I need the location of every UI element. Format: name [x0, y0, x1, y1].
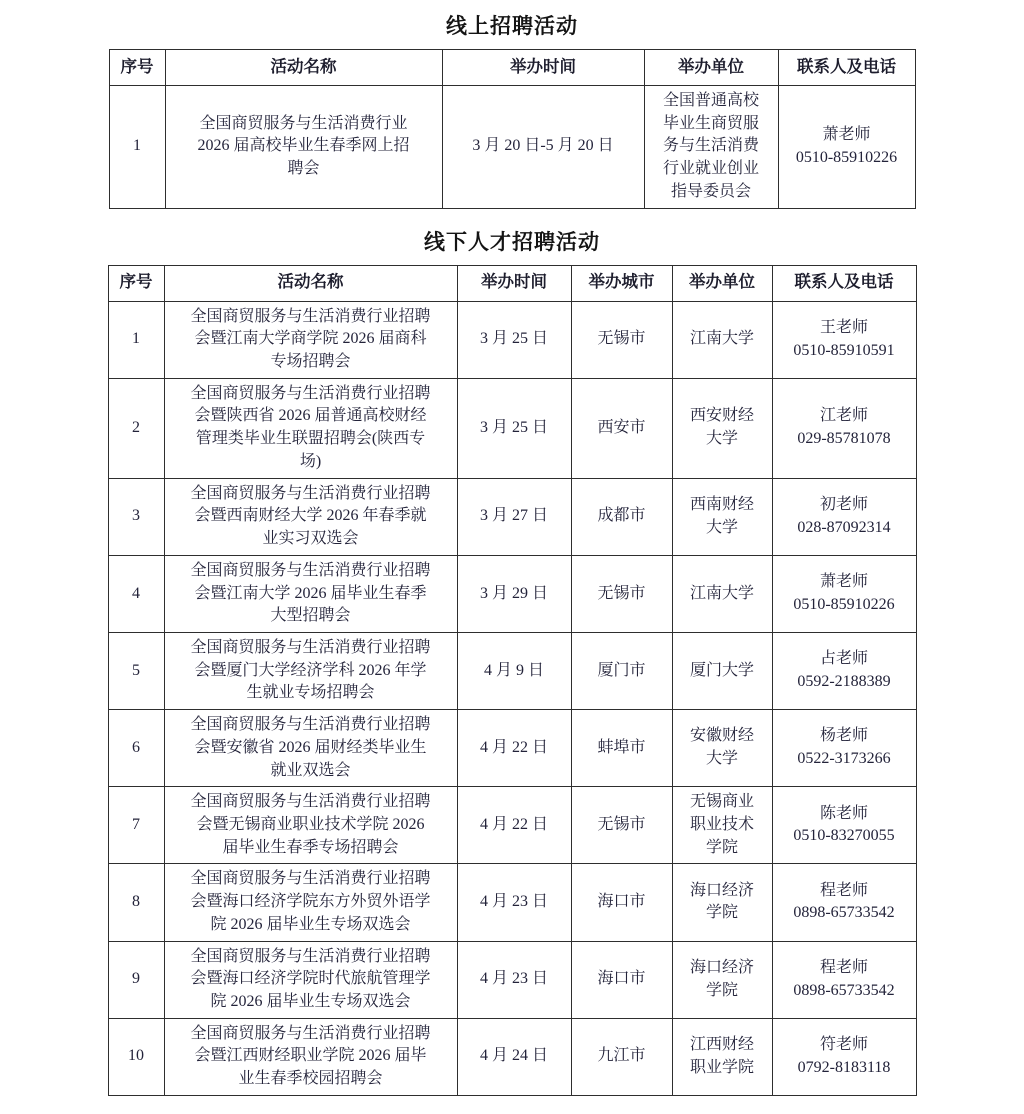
event-time-cell: 4 月 23 日: [457, 941, 571, 1018]
event-time-cell: 3 月 20 日-5 月 20 日: [442, 86, 644, 209]
activity-name-cell: 全国商贸服务与生活消费行业招聘会暨安徽省 2026 届财经类毕业生就业双选会: [164, 710, 457, 787]
offline-recruitment-table: [108, 265, 917, 1096]
contact-cell: [772, 787, 916, 864]
host-city-cell: 海口市: [571, 941, 672, 1018]
contact-cell: [772, 632, 916, 709]
event-time-cell: 4 月 9 日: [457, 632, 571, 709]
event-time-cell: 4 月 24 日: [457, 1018, 571, 1095]
event-time-cell: 3 月 25 日: [457, 378, 571, 478]
contact-cell: [772, 555, 916, 632]
contact-name: 陈老师: [819, 804, 868, 822]
contact-name: 程老师: [819, 958, 868, 976]
activity-name-cell: 全国商贸服务与生活消费行业招聘会暨江南大学商学院 2026 届商科专场招聘会: [164, 301, 457, 378]
event-time-cell: 3 月 29 日: [457, 555, 571, 632]
host-org-cell: 海口经济学院: [672, 864, 772, 941]
contact-name: 王老师: [819, 318, 868, 336]
host-org-cell: 江西财经职业学院: [672, 1018, 772, 1095]
host-org-cell: 西南财经大学: [672, 478, 772, 555]
contact-cell: [772, 378, 916, 478]
contact-cell: [772, 710, 916, 787]
host-city-cell: 无锡市: [571, 555, 672, 632]
host-city-cell: 海口市: [571, 864, 672, 941]
host-org-cell: 全国普通高校毕业生商贸服务与生活消费行业就业创业指导委员会: [644, 86, 778, 209]
contact-phone: 0898-65733542: [793, 904, 895, 922]
event-time-cell: 4 月 22 日: [457, 787, 571, 864]
activity-name-cell: 全国商贸服务与生活消费行业招聘会暨西南财经大学 2026 年春季就业实习双选会: [164, 478, 457, 555]
host-org-cell: 无锡商业职业技术学院: [672, 787, 772, 864]
contact-phone: 029-85781078: [797, 430, 891, 448]
row-number-cell: 8: [108, 864, 164, 941]
activity-name-cell: 全国商贸服务与生活消费行业招聘会暨陕西省 2026 届普通高校财经管理类毕业生联盟招聘会(陕西专场): [164, 378, 457, 478]
contact-phone: 0510-85910226: [795, 148, 898, 166]
row-number-cell: 3: [108, 478, 164, 555]
contact-name: 萧老师: [819, 573, 868, 591]
row-number-cell: 5: [108, 632, 164, 709]
online-recruitment-title: 线上招聘活动: [446, 15, 578, 38]
header-event-time: 举办时间: [442, 50, 644, 86]
offline-table-row: [108, 632, 916, 709]
online-table-header-row: [109, 50, 915, 86]
contact-name: 江老师: [819, 407, 868, 425]
contact-phone: 0898-65733542: [793, 981, 895, 999]
host-org-cell: 江南大学: [672, 555, 772, 632]
activity-name-cell: 全国商贸服务与生活消费行业 2026 届高校毕业生春季网上招聘会: [165, 86, 442, 209]
contact-name: 占老师: [819, 650, 868, 668]
contact-cell: [772, 941, 916, 1018]
row-number-cell: 4: [108, 555, 164, 632]
online-recruitment-table: [109, 49, 916, 209]
row-number-cell: 1: [108, 301, 164, 378]
offline-table-row: [108, 301, 916, 378]
event-time-cell: 4 月 23 日: [457, 864, 571, 941]
contact-cell: [772, 301, 916, 378]
host-org-cell: 厦门大学: [672, 632, 772, 709]
header-host-org: 举办单位: [672, 265, 772, 301]
activity-name-cell: 全国商贸服务与生活消费行业招聘会暨厦门大学经济学科 2026 年学生就业专场招聘会: [164, 632, 457, 709]
contact-phone: 0510-85910226: [793, 595, 895, 613]
event-time-cell: 3 月 25 日: [457, 301, 571, 378]
offline-table-row: [108, 478, 916, 555]
contact-cell: [772, 1018, 916, 1095]
contact-name: 程老师: [819, 881, 868, 899]
contact-phone: 0510-85910591: [793, 341, 895, 359]
offline-table-row: [108, 378, 916, 478]
contact-phone: 0592-2188389: [797, 673, 891, 691]
row-number-cell: 2: [108, 378, 164, 478]
online-table-row: [109, 86, 915, 209]
offline-table-row: [108, 941, 916, 1018]
host-org-cell: 西安财经大学: [672, 378, 772, 478]
host-org-cell: 海口经济学院: [672, 941, 772, 1018]
host-city-cell: 成都市: [571, 478, 672, 555]
host-org-cell: 江南大学: [672, 301, 772, 378]
header-event-time: 举办时间: [457, 265, 571, 301]
header-row-number: 序号: [108, 265, 164, 301]
host-city-cell: 蚌埠市: [571, 710, 672, 787]
row-number-cell: 10: [108, 1018, 164, 1095]
activity-name-cell: 全国商贸服务与生活消费行业招聘会暨海口经济学院时代旅航管理学院 2026 届毕业生专场双选会: [164, 941, 457, 1018]
header-host-org: 举办单位: [644, 50, 778, 86]
contact-cell: [772, 864, 916, 941]
contact-cell: [778, 86, 915, 209]
host-city-cell: 西安市: [571, 378, 672, 478]
activity-name-cell: 全国商贸服务与生活消费行业招聘会暨海口经济学院东方外贸外语学院 2026 届毕业生专场双选会: [164, 864, 457, 941]
header-contact: 联系人及电话: [772, 265, 916, 301]
offline-table-row: [108, 555, 916, 632]
header-activity-name: 活动名称: [165, 50, 442, 86]
header-host-city: 举办城市: [571, 265, 672, 301]
contact-cell: [772, 478, 916, 555]
host-city-cell: 无锡市: [571, 787, 672, 864]
header-row-number: 序号: [109, 50, 165, 86]
row-number-cell: 7: [108, 787, 164, 864]
offline-table-header-row: [108, 265, 916, 301]
activity-name-cell: 全国商贸服务与生活消费行业招聘会暨无锡商业职业技术学院 2026 届毕业生春季专场招聘会: [164, 787, 457, 864]
row-number-cell: 6: [108, 710, 164, 787]
offline-table-row: [108, 1018, 916, 1095]
header-contact: 联系人及电话: [778, 50, 915, 86]
contact-name: 初老师: [819, 495, 868, 513]
offline-table-row: [108, 864, 916, 941]
row-number-cell: 9: [108, 941, 164, 1018]
offline-table-row: [108, 787, 916, 864]
contact-phone: 028-87092314: [797, 518, 891, 536]
header-activity-name: 活动名称: [164, 265, 457, 301]
contact-name: 萧老师: [822, 126, 871, 144]
contact-phone: 0510-83270055: [793, 827, 895, 845]
offline-recruitment-title: 线下人才招聘活动: [424, 230, 600, 254]
activity-name-cell: 全国商贸服务与生活消费行业招聘会暨江南大学 2026 届毕业生春季大型招聘会: [164, 555, 457, 632]
row-number-cell: 1: [109, 86, 165, 209]
host-org-cell: 安徽财经大学: [672, 710, 772, 787]
event-time-cell: 3 月 27 日: [457, 478, 571, 555]
offline-table-row: [108, 710, 916, 787]
contact-phone: 0522-3173266: [797, 750, 891, 768]
activity-name-cell: 全国商贸服务与生活消费行业招聘会暨江西财经职业学院 2026 届毕业生春季校园招聘会: [164, 1018, 457, 1095]
host-city-cell: 九江市: [571, 1018, 672, 1095]
event-time-cell: 4 月 22 日: [457, 710, 571, 787]
host-city-cell: 厦门市: [571, 632, 672, 709]
host-city-cell: 无锡市: [571, 301, 672, 378]
contact-name: 杨老师: [819, 727, 868, 745]
contact-name: 符老师: [819, 1036, 868, 1054]
contact-phone: 0792-8183118: [797, 1058, 891, 1076]
